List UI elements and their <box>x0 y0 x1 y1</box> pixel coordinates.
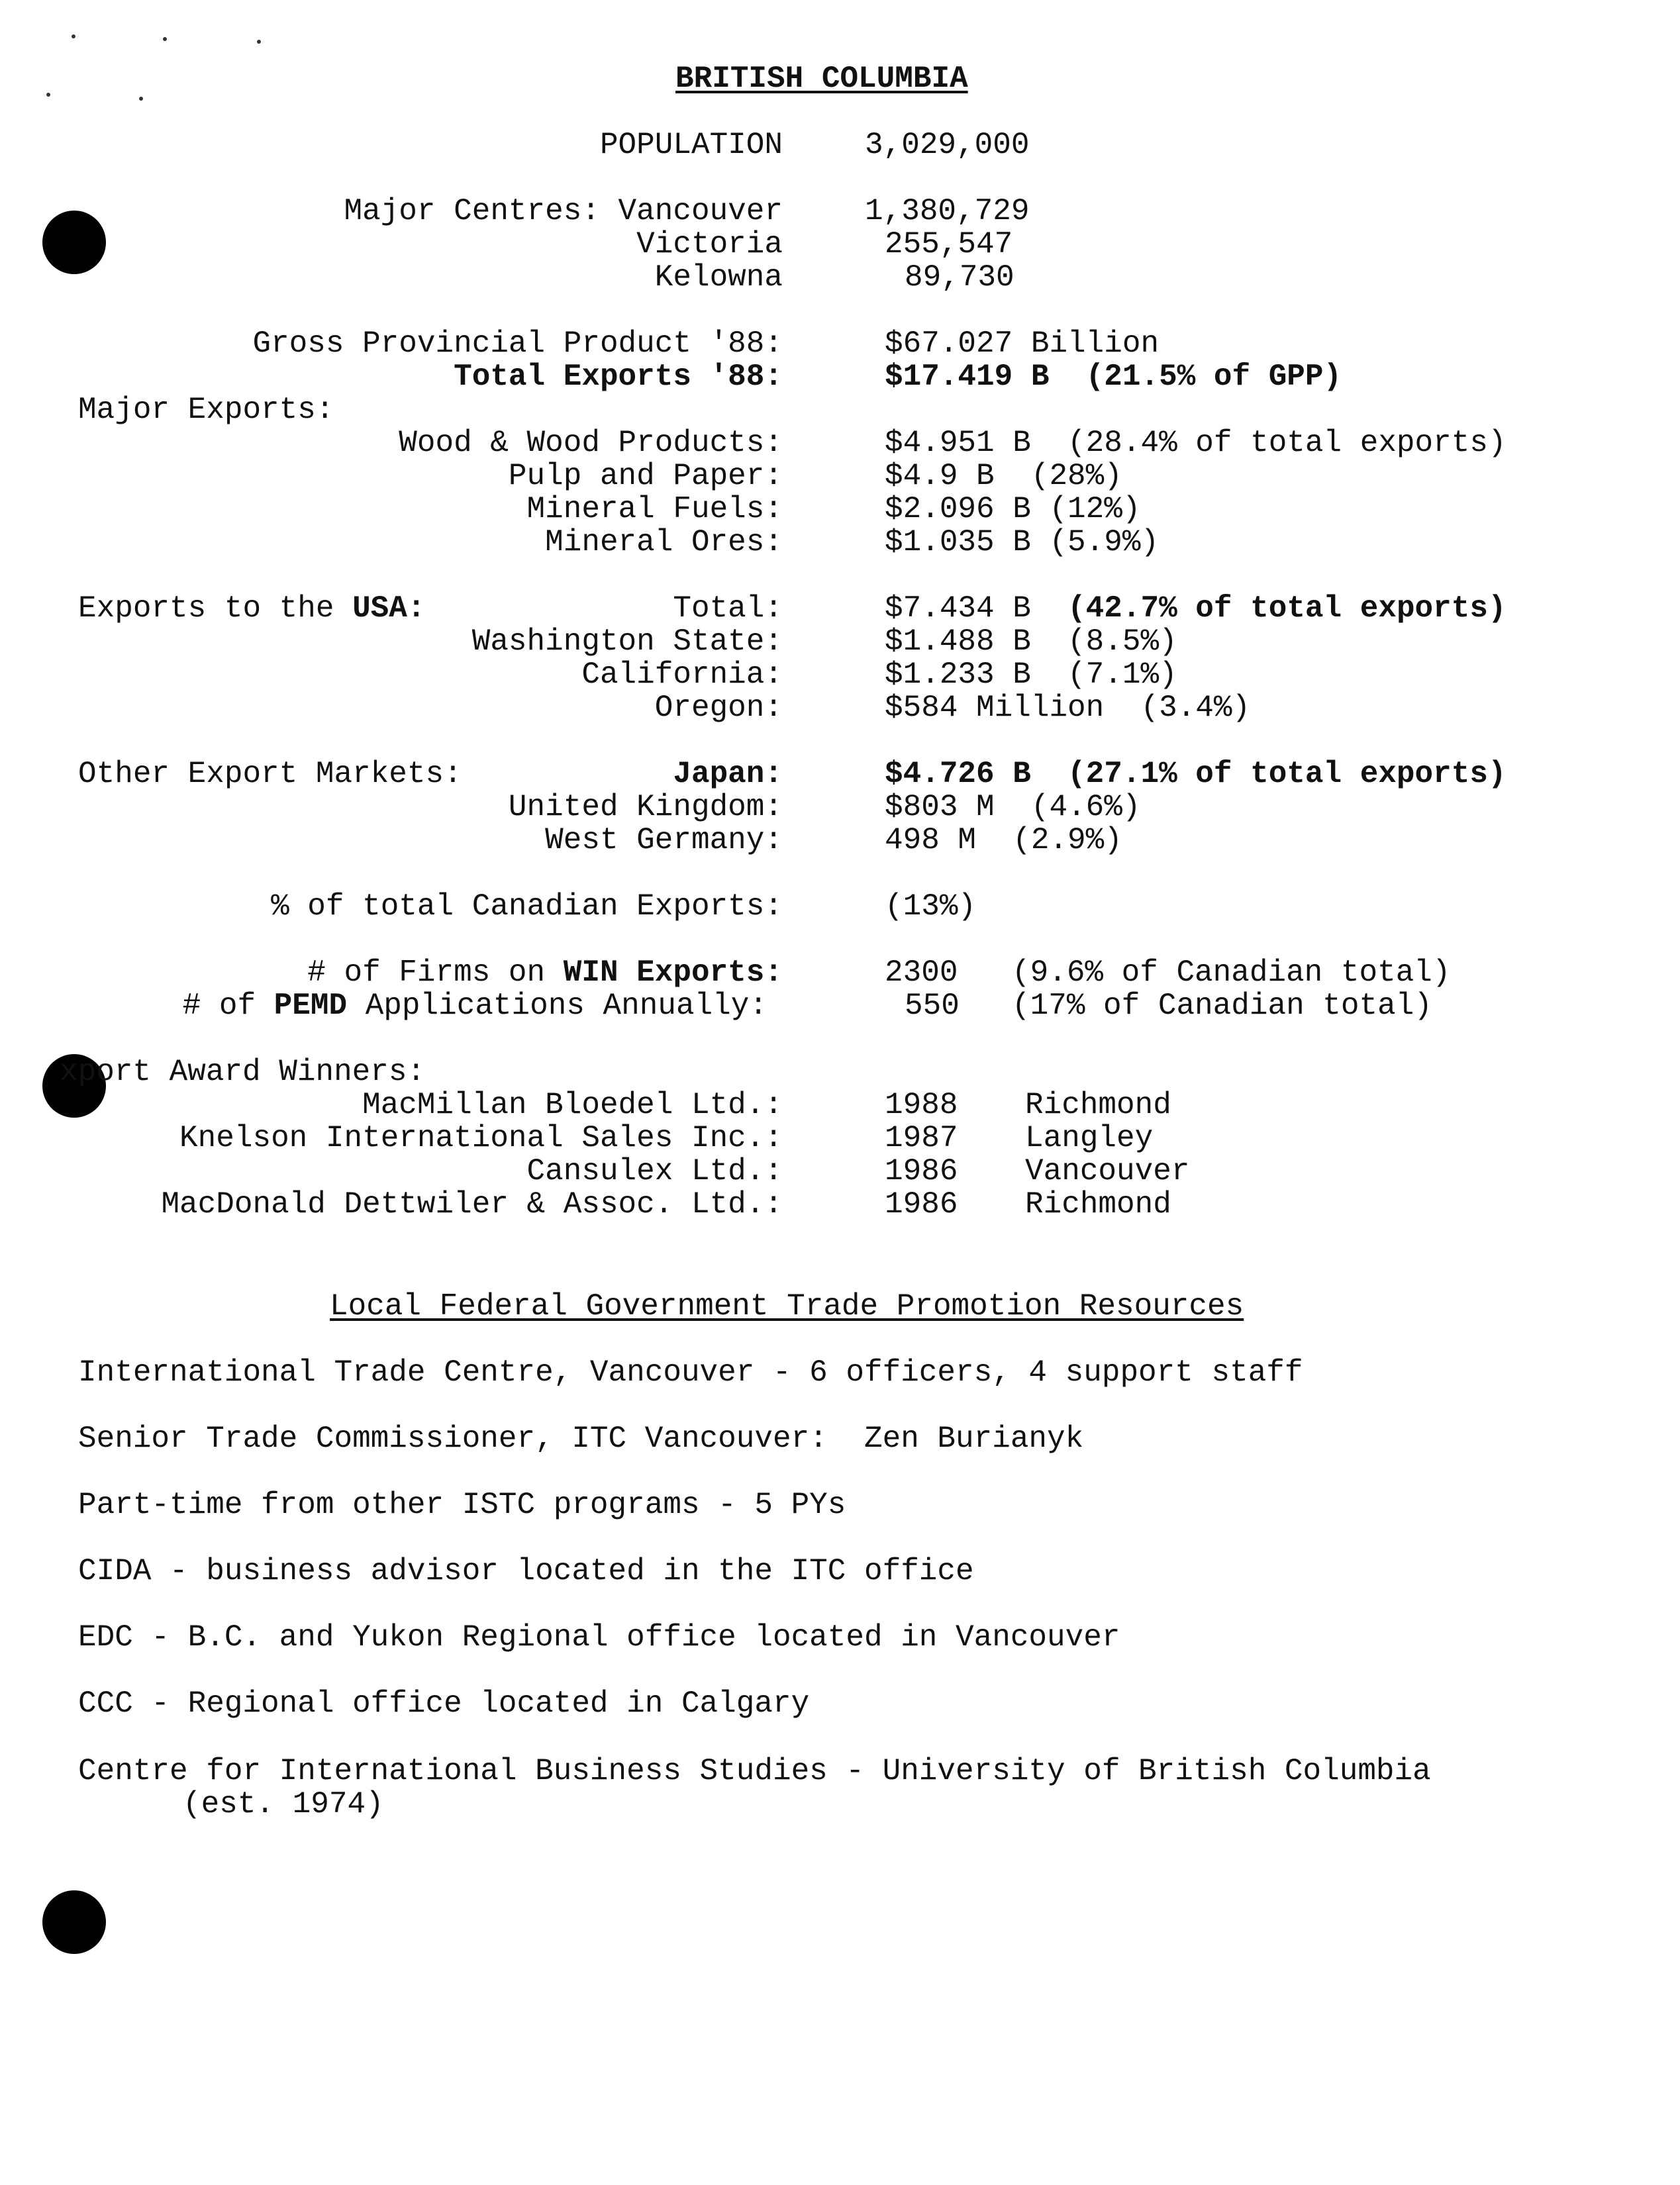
resource-item: Centre for International Business Studies - University of British Columbia <box>78 1754 1431 1788</box>
punch-hole <box>42 1890 106 1954</box>
centre-value: 255,547 <box>885 227 1013 262</box>
resource-item: Senior Trade Commissioner, ITC Vancouver: Zen Burianyk <box>78 1422 1084 1456</box>
scan-speck <box>257 40 261 44</box>
win-label <box>307 957 783 988</box>
market-label: West Germany: <box>545 823 783 857</box>
pemd-label-post: Applications Annually: <box>347 989 767 1023</box>
pemd-label-pre: # of <box>182 989 274 1023</box>
awards-heading: xport Award Winners: <box>60 1055 426 1089</box>
resource-item: CCC - Regional office located in Calgary <box>78 1686 810 1721</box>
centre-label: Kelowna <box>654 260 783 295</box>
pemd-note: (17% of Canadian total) <box>1012 989 1432 1023</box>
export-label: Wood & Wood Products: <box>399 426 783 460</box>
win-count: 2300 <box>885 955 958 990</box>
award-city: Vancouver <box>1025 1154 1190 1189</box>
canadian-share-label: % of total Canadian Exports: <box>271 889 783 924</box>
total-exports-label: Total Exports '88: <box>454 360 783 394</box>
canadian-share-value: (13%) <box>885 889 977 924</box>
award-year: 1986 <box>885 1154 958 1189</box>
export-label: Pulp and Paper: <box>508 459 783 493</box>
resource-item: Part-time from other ISTC programs - 5 PYs <box>78 1488 846 1522</box>
usa-state-value: $1.488 B (8.5%) <box>885 624 1177 659</box>
award-company: Cansulex Ltd.: <box>526 1154 783 1189</box>
scan-speck <box>72 34 75 38</box>
win-note: (9.6% of Canadian total) <box>1012 955 1451 990</box>
resource-item: EDC - B.C. and Yukon Regional office located in Vancouver <box>78 1620 1120 1655</box>
export-label: Mineral Fuels: <box>526 492 783 526</box>
export-value: $4.9 B (28%) <box>885 459 1122 493</box>
award-year: 1986 <box>885 1187 958 1222</box>
total-exports-value: $17.419 B (21.5% of GPP) <box>885 360 1342 394</box>
page-title: BRITISH COLUMBIA <box>675 62 968 96</box>
usa-total-note: (42.7% of total exports) <box>1067 591 1507 626</box>
award-city: Richmond <box>1025 1187 1171 1222</box>
export-label: Mineral Ores: <box>545 525 783 559</box>
punch-hole <box>42 211 106 274</box>
export-value: $4.951 B (28.4% of total exports) <box>885 426 1507 460</box>
pemd-count: 550 <box>905 989 960 1023</box>
award-company: MacMillan Bloedel Ltd.: <box>362 1088 783 1122</box>
award-city: Langley <box>1025 1121 1154 1155</box>
market-label: United Kingdom: <box>508 790 783 824</box>
gpp-value: $67.027 Billion <box>885 326 1160 361</box>
award-year: 1988 <box>885 1088 958 1122</box>
pemd-label-bold: PEMD <box>273 989 348 1023</box>
resource-item: International Trade Centre, Vancouver - 6 officers, 4 support staff <box>78 1355 1303 1390</box>
centre-value: 1,380,729 <box>865 194 1030 228</box>
centre-value: 89,730 <box>905 260 1014 295</box>
usa-heading-bold: USA: <box>352 591 426 626</box>
market-value: $803 M (4.6%) <box>885 790 1141 824</box>
usa-state-value: $584 Million (3.4%) <box>885 691 1251 725</box>
usa-state-label: Oregon: <box>654 691 783 725</box>
scan-speck <box>139 97 143 101</box>
other-markets-heading: Other Export Markets: <box>78 757 462 791</box>
win-label-text: # of Firms on <box>307 955 564 990</box>
market-value: $4.726 B (27.1% of total exports) <box>885 757 1507 791</box>
population-label: POPULATION <box>599 128 783 162</box>
market-label: Japan: <box>673 757 783 791</box>
award-year: 1987 <box>885 1121 958 1155</box>
scan-speck <box>163 37 167 41</box>
usa-total-amount: $7.434 B <box>885 591 1031 626</box>
resources-heading: Local Federal Government Trade Promotion Resources <box>330 1289 1244 1324</box>
resource-item: CIDA - business advisor located in the ITC office <box>78 1554 974 1588</box>
usa-state-value: $1.233 B (7.1%) <box>885 657 1177 692</box>
usa-state-label: Washington State: <box>471 624 783 659</box>
pemd-label <box>183 991 767 1021</box>
usa-total-value <box>885 593 1507 624</box>
award-city: Richmond <box>1025 1088 1171 1122</box>
scan-speck <box>46 93 50 97</box>
usa-heading-text: Exports to the <box>78 591 353 626</box>
win-label-bold: WIN Exports: <box>563 955 783 990</box>
centre-label: Victoria <box>636 227 783 262</box>
market-value: 498 M (2.9%) <box>885 823 1122 857</box>
usa-state-label: California: <box>581 657 783 692</box>
usa-heading <box>78 593 426 624</box>
export-value: $1.035 B (5.9%) <box>885 525 1160 559</box>
resource-item-continuation: (est. 1974) <box>183 1787 384 1821</box>
centre-label: Major Centres: Vancouver <box>344 194 783 228</box>
export-value: $2.096 B (12%) <box>885 492 1141 526</box>
gpp-label: Gross Provincial Product '88: <box>252 326 783 361</box>
population-value: 3,029,000 <box>865 128 1030 162</box>
award-company: Knelson International Sales Inc.: <box>179 1121 783 1155</box>
major-exports-heading: Major Exports: <box>78 393 334 427</box>
award-company: MacDonald Dettwiler & Assoc. Ltd.: <box>161 1187 783 1222</box>
usa-total-label: Total: <box>673 591 783 626</box>
